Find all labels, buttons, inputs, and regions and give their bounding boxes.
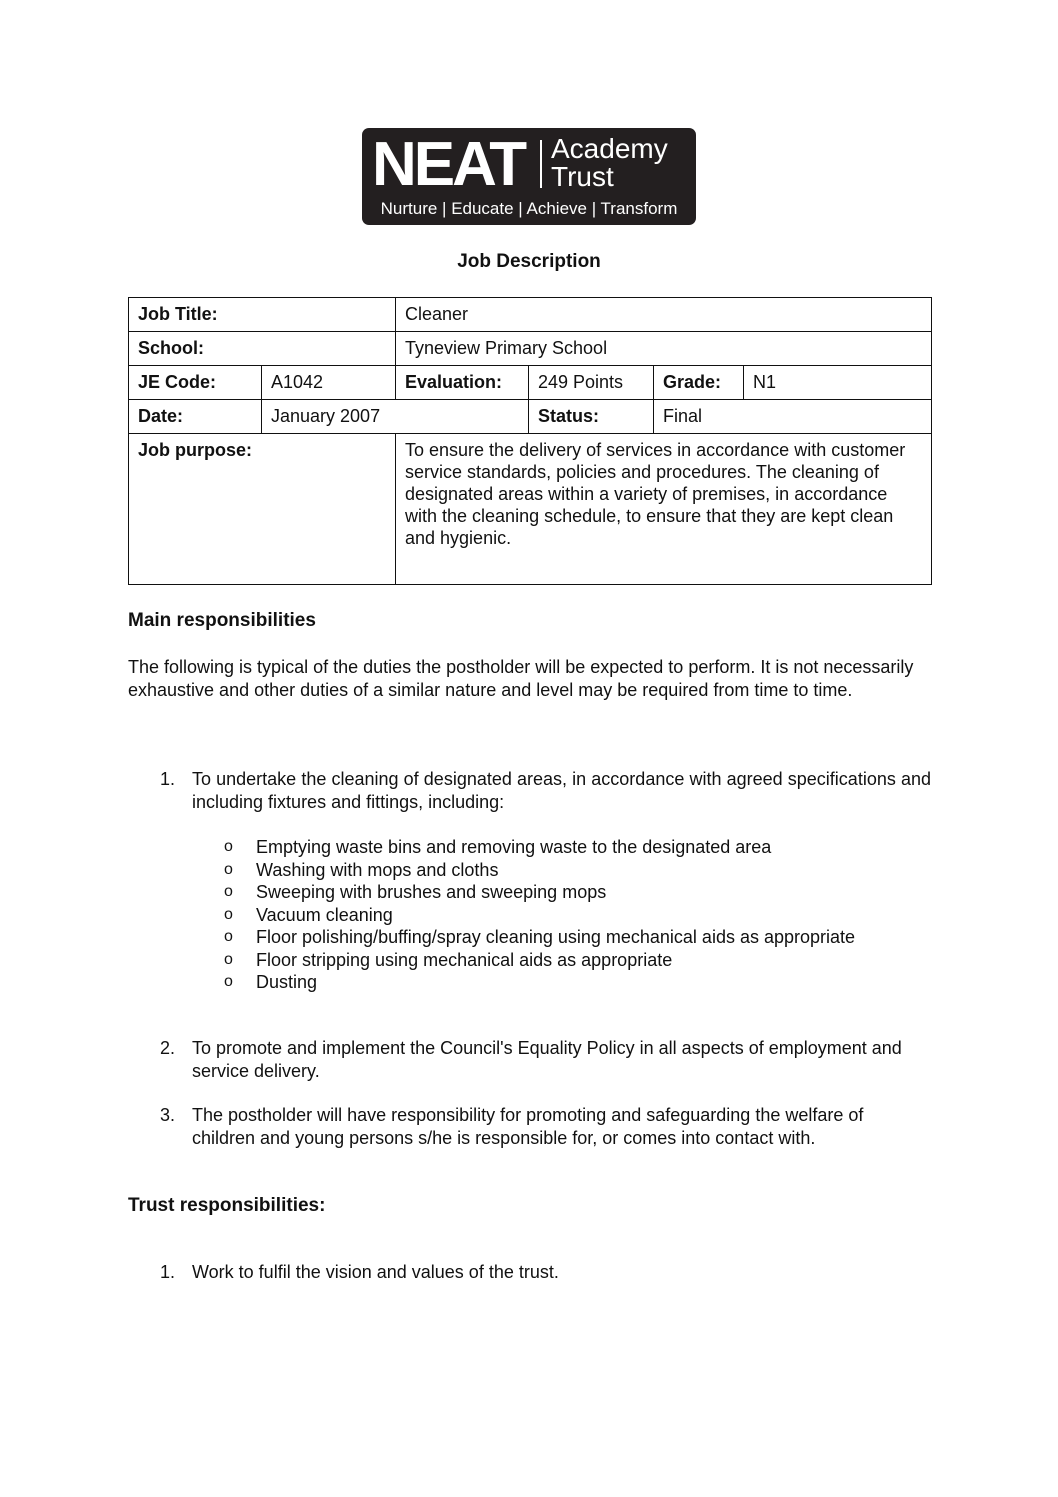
row-job-purpose (129, 434, 932, 585)
list-item-text: Vacuum cleaning (256, 904, 393, 925)
job-purpose-label: Job purpose: (129, 434, 396, 585)
row-date (129, 400, 932, 434)
logo-line-trust: Trust (551, 161, 614, 192)
grade-value: N1 (744, 366, 932, 400)
grade-label: Grade: (654, 366, 744, 400)
list-item-number: 3. (160, 1105, 176, 1125)
list-item (222, 904, 922, 927)
list-item (222, 949, 922, 972)
list-item-text: Sweeping with brushes and sweeping mops (256, 882, 607, 902)
list-item-text: The postholder will have responsibility for promoting and safeguarding the welfare of children and young persons s/he is responsible for, or comes into contact with. (192, 1105, 864, 1148)
school-label: School: (129, 332, 396, 366)
school-value: Tyneview Primary School (396, 332, 932, 366)
bullet-circle-icon: o (224, 928, 233, 945)
list-item-number: 2. (160, 1038, 176, 1058)
status-label: Status: (529, 400, 654, 434)
list-item-text: To undertake the cleaning of designated areas, in accordance with agreed specifications and including fixtures and fittings, including: (192, 769, 931, 812)
row-job-title (129, 298, 932, 332)
bullet-circle-icon: o (224, 905, 233, 923)
document-title: Job Description (457, 251, 601, 272)
list-item-text: To promote and implement the Council's Equality Policy in all aspects of employment and service delivery. (192, 1038, 902, 1081)
bullet-circle-icon: o (224, 883, 233, 900)
list-item-text: Floor polishing/buffing/spray cleaning using mechanical aids as appropriate (256, 927, 856, 947)
neat-academy-trust-logo (362, 128, 696, 225)
list-item-text: Washing with mops and cloths (256, 859, 499, 880)
list-item (128, 1104, 931, 1150)
logo-divider (540, 140, 542, 188)
date-value: January 2007 (262, 400, 529, 434)
je-code-label: JE Code: (129, 366, 262, 400)
main-responsibilities-intro: The following is typical of the duties the postholder will be expected to perform. It is not necessarily exhaustive and other duties of a similar nature and level may be required from time to time. (128, 657, 914, 700)
list-item (222, 926, 922, 949)
trust-responsibilities-heading: Trust responsibilities: (128, 1195, 326, 1216)
row-je-code (129, 366, 932, 400)
job-title-label: Job Title: (129, 298, 396, 332)
row-school (129, 332, 932, 366)
list-item (222, 836, 922, 859)
list-item (222, 971, 922, 994)
list-item (222, 881, 922, 904)
bullet-circle-icon: o (224, 950, 233, 968)
je-code-value: A1042 (262, 366, 396, 400)
list-item (222, 859, 922, 882)
bullet-circle-icon: o (224, 860, 233, 878)
list-item-text: Emptying waste bins and removing waste to the designated area (256, 837, 772, 857)
main-responsibilities-heading: Main responsibilities (128, 610, 316, 631)
list-item (128, 1037, 931, 1083)
list-item-number: 1. (160, 769, 176, 789)
cleaning-tasks-list (222, 836, 922, 994)
list-item-number: 1. (160, 1262, 176, 1282)
list-item-text: Work to fulfil the vision and values of the trust. (192, 1262, 559, 1282)
date-label: Date: (129, 400, 262, 434)
job-info-table (128, 297, 932, 585)
evaluation-label: Evaluation: (396, 366, 529, 400)
logo-brand-text: NEAT (372, 130, 525, 199)
job-purpose-value: To ensure the delivery of services in accordance with customer service standards, policies and procedures. The cleaning of designated areas within a variety of premises, in accordance with the cleaning schedule, to ensure that they are kept clean and hygienic. (396, 434, 932, 585)
status-value: Final (654, 400, 932, 434)
bullet-circle-icon: o (224, 838, 233, 855)
list-item (128, 1261, 931, 1284)
logo-line-academy: Academy (551, 133, 668, 164)
list-item-text: Floor stripping using mechanical aids as appropriate (256, 949, 673, 970)
list-item (128, 768, 931, 814)
logo-tagline: Nurture | Educate | Achieve | Transform (380, 199, 678, 218)
bullet-circle-icon: o (224, 973, 233, 990)
evaluation-value: 249 Points (529, 366, 654, 400)
list-item-text: Dusting (256, 972, 318, 992)
job-title-value: Cleaner (396, 298, 932, 332)
